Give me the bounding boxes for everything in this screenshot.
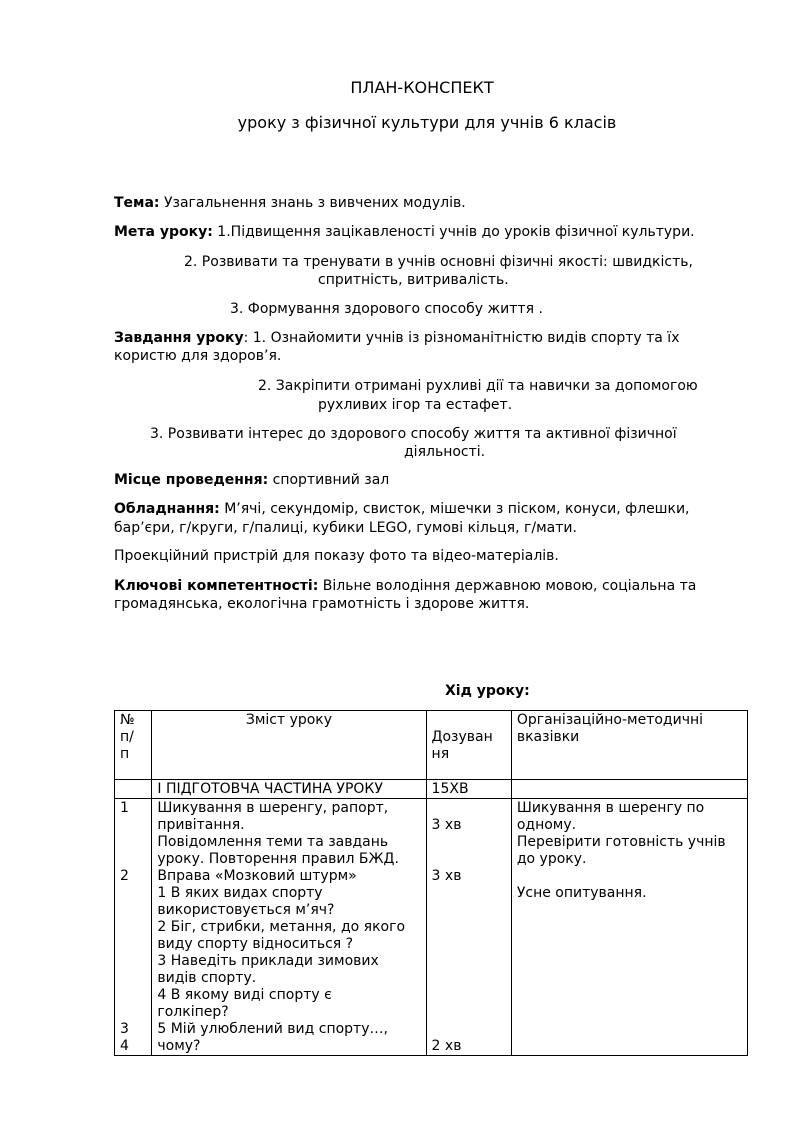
misce-label: Місце проведення: [114, 472, 269, 488]
method-line [517, 868, 742, 885]
dose-line [432, 800, 506, 817]
zavdannya-item-2b: рухливих ігор та естафет. [318, 397, 513, 413]
row-number [120, 834, 146, 851]
row-number: 3 [120, 1021, 129, 1037]
kompetentnosti-line [114, 577, 696, 595]
content-line: 1 В яких видах спорту [157, 885, 323, 901]
body-numbers [115, 799, 152, 1056]
obladnannya-text-a: М’ячі, секундомір, свисток, мішечки з піском, конуси, флешки, [219, 501, 690, 517]
content-line: 3 Наведіть приклади зимових [157, 953, 379, 969]
dose-line [432, 919, 506, 936]
content-line: уроку. Повторення правил БЖД. [157, 851, 399, 867]
zavdannya-item-2a: 2. Закріпити отримані рухливі дії та навички за допомогою [258, 378, 698, 394]
section-title: І ПІДГОТОВЧА ЧАСТИНА УРОКУ [152, 780, 426, 799]
meta-item-3: 3. Формування здорового способу життя . [230, 301, 543, 317]
row-number [120, 970, 146, 987]
dose-line [432, 936, 506, 953]
section-num [115, 780, 152, 799]
meta-label: Мета уроку: [114, 224, 213, 240]
method-line: одному. [516, 817, 577, 833]
row-number [120, 936, 146, 953]
content-line: Повідомлення теми та завдань [157, 834, 389, 850]
kompetentnosti-text-a: Вільне володіння державною мовою, соціальна та [318, 578, 697, 594]
section-dose: 15ХВ [426, 780, 511, 799]
dose-line [432, 970, 506, 987]
content-line: привітання. [157, 817, 245, 833]
section-row [115, 780, 748, 799]
dose-line [432, 851, 506, 868]
meta-line [114, 223, 695, 241]
body-content [152, 799, 426, 1056]
zavdannya-item-1b: користю для здоров’я. [114, 348, 282, 364]
table-row [115, 799, 748, 1056]
meta-item-2a: 2. Розвивати та тренувати в учнів основні фізичні якості: швидкість, [184, 254, 693, 270]
row-number [120, 1004, 146, 1021]
dose-line: 2 хв [431, 1038, 462, 1054]
zavdannya-label: Завдання уроку [114, 330, 244, 346]
dose-line [432, 987, 506, 1004]
row-number [120, 902, 146, 919]
body-dose [426, 799, 511, 1056]
meta-item-1: 1.Підвищення зацікавленості учнів до уроків фізичної культури. [212, 224, 695, 240]
misce-line [114, 471, 389, 489]
obladnannya-line [114, 500, 690, 518]
content-line: 5 Мій улюблений вид спорту…, [157, 1021, 388, 1037]
zavdannya-item-3a: 3. Розвивати інтерес до здорового способу життя та активної фізичної [150, 426, 677, 442]
misce-text: спортивний зал [268, 472, 390, 488]
content-line: виду спорту відноситься ? [157, 936, 354, 952]
content-line: Шикування в шеренгу, рапорт, [157, 800, 389, 816]
dose-line: 3 хв [431, 817, 462, 833]
method-line: Перевірити готовність учнів [516, 834, 726, 850]
hid-uroku-heading: Хід уроку: [445, 683, 530, 699]
dose-line: 3 хв [431, 868, 462, 884]
dose-line [432, 1021, 506, 1038]
zavdannya-item-3b: діяльності. [404, 444, 486, 460]
content-line: голкіпер? [157, 1004, 229, 1020]
content-line: використовується м’яч? [157, 902, 335, 918]
dose-line [432, 834, 506, 851]
header-method: Організаційно-методичні вказівки [511, 711, 747, 780]
tema-line [114, 194, 466, 212]
content-line: видів спорту. [157, 970, 257, 986]
header-dose: Дозуван ня [426, 711, 511, 780]
header-num: № п/ п [115, 711, 152, 780]
content-line: 4 В якому виді спорту є [157, 987, 332, 1003]
row-number [120, 851, 146, 868]
lesson-table [114, 710, 748, 1056]
zavdannya-line [114, 329, 679, 347]
proekcia-line: Проекційний пристрій для показу фото та відео-матеріалів. [114, 548, 559, 564]
content-line: 2 Біг, стрибки, метання, до якого [157, 919, 406, 935]
meta-item-2b: спритність, витривалість. [318, 272, 509, 288]
row-number [120, 817, 146, 834]
kompetentnosti-label: Ключові компетентності: [114, 578, 319, 594]
row-number [120, 987, 146, 1004]
dose-line [432, 1004, 506, 1021]
row-number [120, 885, 146, 902]
content-line: Вправа «Мозковий штурм» [157, 868, 357, 884]
document-subtitle: уроку з фізичної культури для учнів 6 класів [237, 113, 617, 132]
obladnannya-label: Обладнання: [114, 501, 220, 517]
row-number: 1 [120, 800, 129, 816]
tema-text: Узагальнення знань з вивчених модулів. [159, 195, 466, 211]
method-line: до уроку. [516, 851, 587, 867]
dose-line [432, 953, 506, 970]
table-header-row [115, 711, 748, 780]
content-line: чому? [157, 1038, 201, 1054]
dose-line [432, 885, 506, 902]
dose-line [432, 902, 506, 919]
document-title: ПЛАН-КОНСПЕКТ [350, 78, 494, 97]
method-line: Шикування в шеренгу по [516, 800, 705, 816]
row-number [120, 953, 146, 970]
obladnannya-text-b: бар’єри, г/круги, г/палиці, кубики LEGO, гумові кільця, г/мати. [114, 520, 577, 536]
header-content: Зміст уроку [152, 711, 426, 780]
method-line: Усне опитування. [516, 885, 647, 901]
section-method [511, 780, 747, 799]
row-number: 2 [120, 868, 129, 884]
body-method [511, 799, 747, 1056]
kompetentnosti-text-b: громадянська, екологічна грамотність і здорове життя. [114, 596, 530, 612]
row-number [120, 919, 146, 936]
tema-label: Тема: [114, 195, 160, 211]
zavdannya-item-1a: : 1. Ознайомити учнів із різноманітністю видів спорту та їх [243, 330, 680, 346]
row-number: 4 [120, 1038, 129, 1054]
